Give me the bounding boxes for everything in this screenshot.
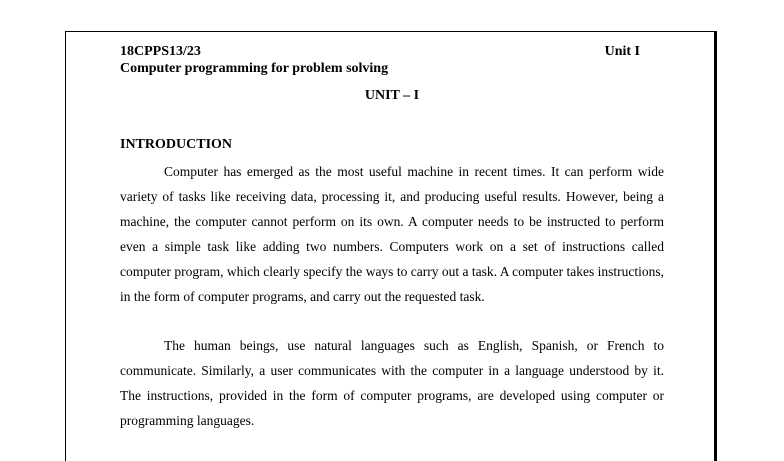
- unit-label: Unit I: [604, 44, 640, 59]
- unit-heading: UNIT – I: [364, 88, 420, 103]
- document-page: [65, 31, 717, 461]
- course-code: 18CPPS13/23: [120, 44, 201, 59]
- page-header: [120, 44, 640, 62]
- body-paragraph: The human beings, use natural languages such as English, Spanish, or French to communicate. Similarly, a user communicates with the computer in a language understood by it. The instructions, provided in the form of computer programs, are developed using computer or programming languages.: [120, 338, 664, 428]
- body-paragraph: Computer has emerged as the most useful machine in recent times. It can perform wide variety of tasks like receiving data, processing it, and producing useful results. However, being a machine, the computer cannot perform on its own. A computer needs to be instructed to perform even a simple task like adding two numbers. Computers work on a set of instructions called computer program, which clearly specify the ways to carry out a task. A computer takes instructions, in the form of computer programs, and carry out the requested task.: [120, 164, 664, 304]
- course-title: Computer programming for problem solving: [120, 61, 389, 76]
- section-heading: INTRODUCTION: [120, 137, 233, 152]
